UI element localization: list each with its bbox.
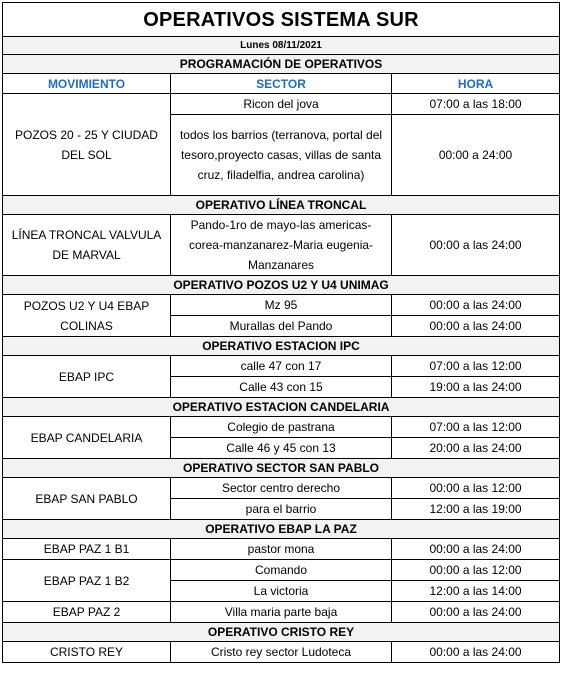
column-header-movimiento: MOVIMIENTO (3, 74, 171, 94)
table-row (3, 215, 560, 276)
movimiento-cell: POZOS 20 - 25 Y CIUDAD DEL SOL (3, 94, 171, 196)
sector-cell: Villa maria parte baja (171, 602, 392, 623)
sector-cell: pastor mona (171, 539, 392, 560)
hora-cell: 07:00 a las 12:00 (392, 417, 560, 438)
sector-cell: Calle 46 y 45 con 13 (171, 438, 392, 459)
hora-cell: 19:00 a las 24:00 (392, 377, 560, 398)
movimiento-cell: EBAP CANDELARIA (3, 417, 171, 459)
section-header-cristo-rey: OPERATIVO CRISTO REY (3, 623, 560, 642)
movimiento-cell: EBAP PAZ 2 (3, 602, 171, 623)
sector-cell: Murallas del Pando (171, 316, 392, 337)
operativos-table (2, 2, 560, 663)
table-row (3, 94, 560, 115)
section-header-estacion-ipc: OPERATIVO ESTACION IPC (3, 337, 560, 356)
hora-cell: 00:00 a las 24:00 (392, 295, 560, 316)
hora-cell: 00:00 a las 12:00 (392, 478, 560, 499)
hora-cell: 12:00 a las 14:00 (392, 581, 560, 602)
hora-cell: 00:00 a las 24:00 (392, 539, 560, 560)
sector-cell: todos los barrios (terranova, portal del tesoro,proyecto casas, villas de santa cruz, filadelfia, andrea carolina) (171, 115, 392, 196)
movimiento-cell: EBAP SAN PABLO (3, 478, 171, 520)
sector-cell: Sector centro derecho (171, 478, 392, 499)
sector-cell: Colegio de pastrana (171, 417, 392, 438)
hora-cell: 00:00 a las 12:00 (392, 560, 560, 581)
section-header-linea-troncal: OPERATIVO LÍNEA TRONCAL (3, 196, 560, 215)
sheet-title: OPERATIVOS SISTEMA SUR (3, 3, 560, 37)
table-row (3, 560, 560, 581)
operativos-sheet (2, 2, 559, 663)
table-row (3, 539, 560, 560)
table-row (3, 642, 560, 663)
hora-cell: 00:00 a 24:00 (392, 115, 560, 196)
hora-cell: 00:00 a las 24:00 (392, 215, 560, 276)
sector-cell: Cristo rey sector Ludoteca (171, 642, 392, 663)
movimiento-cell: POZOS U2 Y U4 EBAP COLINAS (3, 295, 171, 337)
table-row (3, 417, 560, 438)
sector-cell: Mz 95 (171, 295, 392, 316)
sector-cell: Calle 43 con 15 (171, 377, 392, 398)
sector-cell: La victoria (171, 581, 392, 602)
sector-cell: calle 47 con 17 (171, 356, 392, 377)
sector-cell: Pando-1ro de mayo-las americas-corea-manzanarez-Maria eugenia-Manzanares (171, 215, 392, 276)
sector-cell: Comando (171, 560, 392, 581)
hora-cell: 00:00 a las 24:00 (392, 316, 560, 337)
sector-cell: Ricon del jova (171, 94, 392, 115)
movimiento-cell: EBAP PAZ 1 B1 (3, 539, 171, 560)
hora-cell: 20:00 a las 24:00 (392, 438, 560, 459)
hora-cell: 07:00 a las 12:00 (392, 356, 560, 377)
table-row (3, 356, 560, 377)
programacion-header: PROGRAMACIÓN DE OPERATIVOS (3, 55, 560, 74)
column-header-sector: SECTOR (171, 74, 392, 94)
movimiento-cell: CRISTO REY (3, 642, 171, 663)
date-label: Lunes 08/11/2021 (3, 37, 560, 55)
section-header-pozos-u2-u4: OPERATIVO POZOS U2 Y U4 UNIMAG (3, 276, 560, 295)
hora-cell: 12:00 a las 19:00 (392, 499, 560, 520)
movimiento-cell: EBAP PAZ 1 B2 (3, 560, 171, 602)
movimiento-cell: EBAP IPC (3, 356, 171, 398)
section-header-ebap-la-paz: OPERATIVO EBAP LA PAZ (3, 520, 560, 539)
sector-cell: para el barrio (171, 499, 392, 520)
hora-cell: 00:00 a las 24:00 (392, 602, 560, 623)
table-row (3, 602, 560, 623)
table-row (3, 478, 560, 499)
hora-cell: 07:00 a las 18:00 (392, 94, 560, 115)
column-header-hora: HORA (392, 74, 560, 94)
movimiento-cell: LÍNEA TRONCAL VALVULA DE MARVAL (3, 215, 171, 276)
section-header-sector-san-pablo: OPERATIVO SECTOR SAN PABLO (3, 459, 560, 478)
table-row (3, 295, 560, 316)
hora-cell: 00:00 a las 24:00 (392, 642, 560, 663)
section-header-estacion-candelaria: OPERATIVO ESTACION CANDELARIA (3, 398, 560, 417)
